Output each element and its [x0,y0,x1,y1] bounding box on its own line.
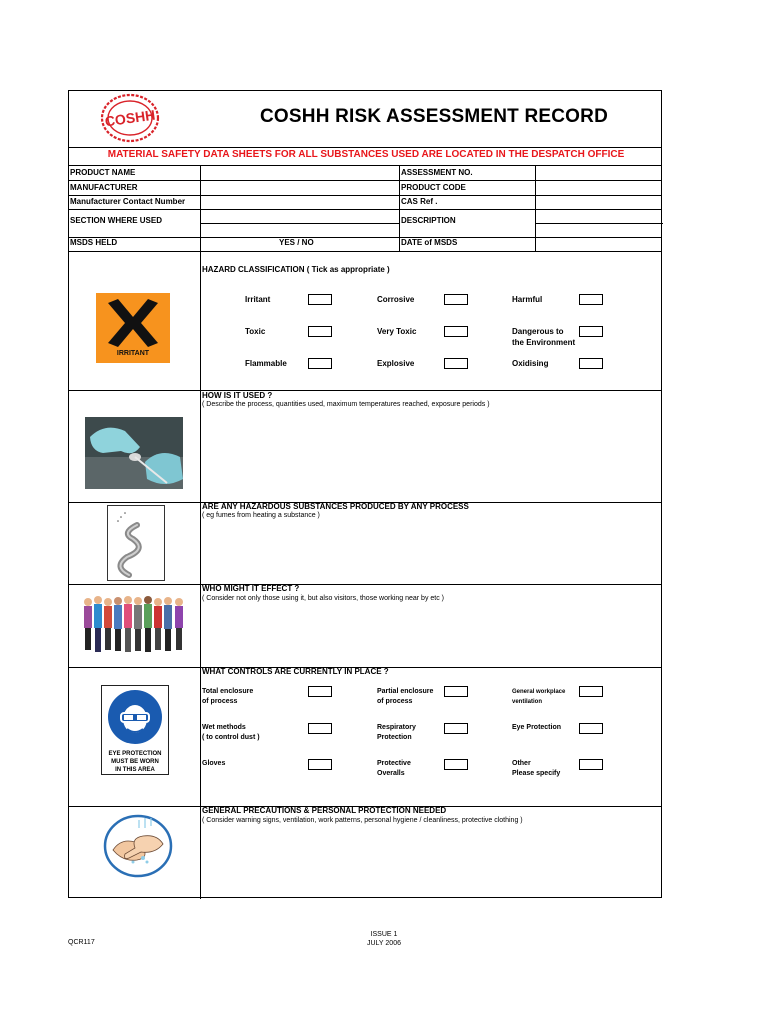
divider [69,584,661,585]
sign-line: EYE PROTECTION [108,751,162,757]
label-line: of process [202,698,238,705]
people-group-icon [80,594,188,656]
divider [69,251,661,252]
who-effect-field[interactable] [201,605,661,665]
control-checkbox-total[interactable] [308,686,332,697]
label-line: Other [512,760,531,767]
control-checkbox-gloves[interactable] [308,759,332,770]
control-label-resp [377,723,416,742]
cas-ref-field[interactable] [536,195,661,208]
control-checkbox-partial[interactable] [444,686,468,697]
issue-number: ISSUE 1 [370,931,398,938]
eye-protection-sign-text [101,750,169,774]
control-checkbox-protective[interactable] [444,759,468,770]
cas-ref-label: CAS Ref . [401,197,438,206]
section-where-used-field[interactable] [201,209,399,236]
product-name-label: PRODUCT NAME [70,168,136,177]
manufacturer-contact-label: Manufacturer Contact Number [70,197,186,206]
description-label: DESCRIPTION [401,216,456,225]
assessment-no-field[interactable] [536,165,661,179]
control-label-eye: Eye Protection [512,724,562,731]
label-line: Protective [377,760,411,767]
section-where-used-label: SECTION WHERE USED [70,216,163,225]
assessment-no-label: ASSESSMENT NO. [401,168,473,177]
msds-notice: MATERIAL SAFETY DATA SHEETS FOR ALL SUBSTANCES USED ARE LOCATED IN THE DESPATCH OFFICE [107,149,625,160]
controls-heading: WHAT CONTROLS ARE CURRENTLY IN PLACE ? [202,667,389,676]
page-title: COSHH RISK ASSESSMENT RECORD [260,106,608,127]
how-used-heading: HOW IS IT USED ? [202,391,273,400]
hazard-label-explosive: Explosive [377,359,415,368]
hazard-checkbox-dangerous-env[interactable] [579,326,603,337]
hazard-label-harmful: Harmful [512,295,543,304]
irritant-sign-text: IRRITANT [116,350,150,357]
precautions-hint: ( Consider warning signs, ventilation, work patterns, personal hygiene / cleanliness, protective clothing ) [202,817,523,824]
product-code-field[interactable] [536,180,661,194]
yes-no-option[interactable]: YES / NO [279,238,314,247]
hazard-label-dangerous-env: Dangerous to [512,327,564,336]
control-checkbox-resp[interactable] [444,723,468,734]
hazardous-produced-field[interactable] [201,522,661,582]
how-used-field[interactable] [201,412,661,500]
control-label-general [512,688,565,706]
label-line: Respiratory [377,724,416,731]
product-code-label: PRODUCT CODE [401,183,466,192]
date-of-msds-field[interactable] [536,237,661,250]
label-line: Overalls [377,770,405,777]
hazard-checkbox-irritant[interactable] [308,294,332,305]
hazard-checkbox-toxic[interactable] [308,326,332,337]
description-field[interactable] [536,209,661,236]
hazardous-produced-heading: ARE ANY HAZARDOUS SUBSTANCES PRODUCED BY ANY PROCESS [202,502,469,511]
hazard-label-toxic: Toxic [245,327,266,336]
label-line: Protection [377,734,412,741]
label-line: ( to control dust ) [202,734,260,741]
hazard-checkbox-explosive[interactable] [444,358,468,369]
who-effect-hint: ( Consider not only those using it, but also visitors, those working near by etc ) [202,595,445,602]
divider [69,147,661,148]
precautions-heading: GENERAL PRECAUTIONS & PERSONAL PROTECTION NEEDED [202,806,447,815]
control-checkbox-general[interactable] [579,686,603,697]
column-divider [399,165,400,251]
control-label-total [202,687,253,706]
control-label-wet [202,723,260,742]
label-line: Partial enclosure [377,688,434,695]
sign-line: IN THIS AREA [115,767,155,773]
divider [69,390,661,391]
manufacturer-contact-field[interactable] [201,195,399,208]
label-line: ventilation [512,699,543,705]
hazard-checkbox-oxidising[interactable] [579,358,603,369]
control-checkbox-other[interactable] [579,759,603,770]
control-label-partial [377,687,433,706]
how-used-hint: ( Describe the process, quantities used, maximum temperatures reached, exposure periods ) [202,401,490,408]
hazard-label-irritant: Irritant [245,295,271,304]
label-line: Please specify [512,770,561,777]
label-line: General workplace [512,689,566,695]
product-name-field[interactable] [201,165,399,179]
hazard-label-corrosive: Corrosive [377,295,415,304]
manufacturer-label: MANUFACTURER [70,183,138,192]
label-line: Wet methods [202,724,246,731]
label-line: of process [377,698,413,705]
hazard-heading: HAZARD CLASSIFICATION ( Tick as appropriate ) [202,265,390,274]
label-line: Total enclosure [202,688,254,695]
hazardous-produced-hint: ( eg fumes from heating a substance ) [202,512,320,519]
precautions-field[interactable] [201,827,661,897]
date-of-msds-label: DATE of MSDS [401,238,458,247]
sign-line: MUST BE WORN [111,759,159,765]
hazard-label-dangerous-env-2: the Environment [512,338,576,347]
gloved-hands-photo-icon [85,417,183,489]
hazard-checkbox-very-toxic[interactable] [444,326,468,337]
control-label-other [512,759,560,778]
control-label-gloves: Gloves [202,760,226,767]
hazard-checkbox-harmful[interactable] [579,294,603,305]
svg-text:COSHH: COSHH [103,106,157,130]
hand-washing-icon [103,814,173,878]
msds-held-label: MSDS HELD [70,238,118,247]
control-checkbox-eye[interactable] [579,723,603,734]
hazard-checkbox-corrosive[interactable] [444,294,468,305]
hazard-label-flammable: Flammable [245,359,287,368]
hazard-checkbox-flammable[interactable] [308,358,332,369]
issue-date: JULY 2006 [367,940,401,947]
control-checkbox-wet[interactable] [308,723,332,734]
fumes-icon [107,505,165,581]
control-label-protective [377,759,411,778]
hazard-label-oxidising: Oxidising [512,359,549,368]
manufacturer-field[interactable] [201,180,399,194]
hazard-label-very-toxic: Very Toxic [377,327,417,336]
coshh-logo [98,92,162,144]
irritant-sign-icon [96,293,170,363]
form-code: QCR117 [68,939,95,946]
who-effect-heading: WHO MIGHT IT EFFECT ? [202,584,300,593]
